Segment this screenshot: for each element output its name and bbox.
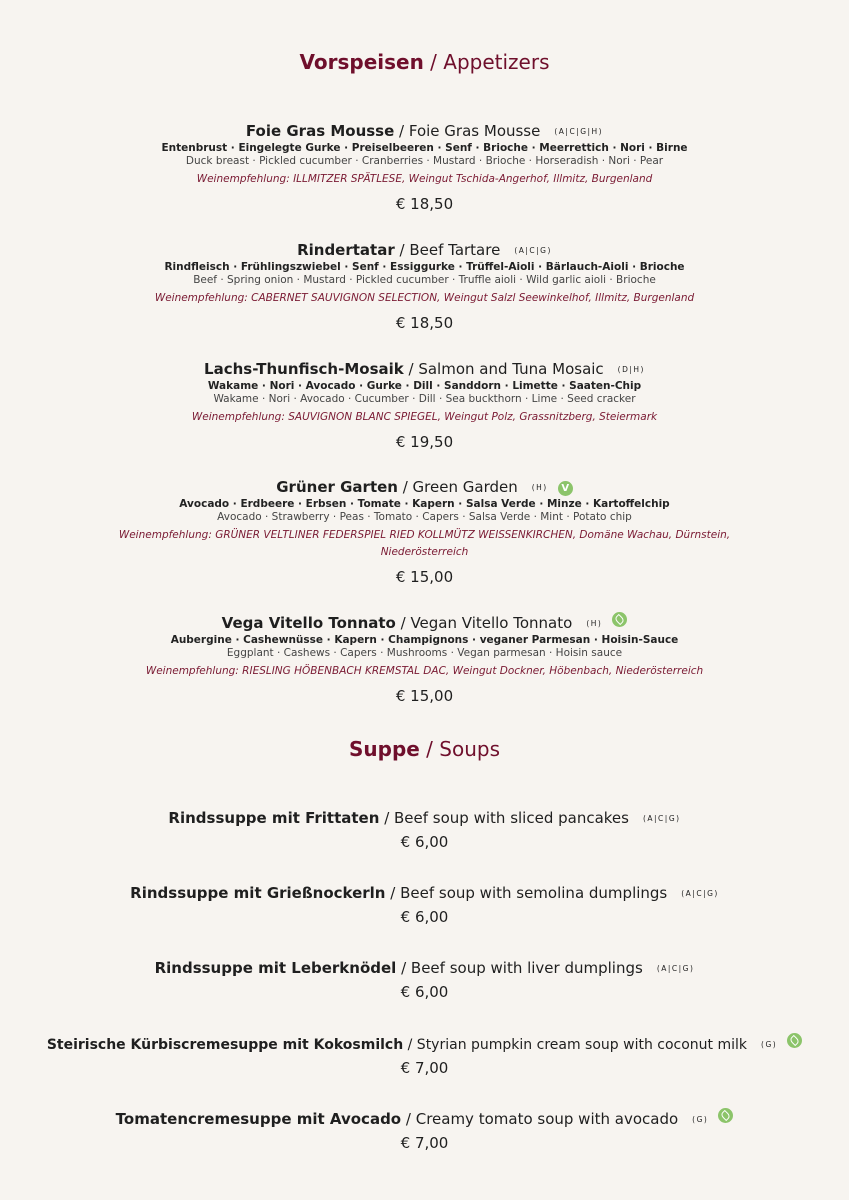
allergen-codes: (A|C|G)	[642, 814, 681, 823]
vegan-leaf-icon	[612, 612, 627, 627]
wine-recommendation: Weinempfehlung: SAUVIGNON BLANC SPIEGEL, Weingut Polz, Grassnitzberg, Steiermark	[191, 411, 658, 423]
menu-item-tomato-soup	[0, 1108, 849, 1153]
allergen-codes: (A|C|G)	[514, 246, 552, 255]
price: € 18,50	[395, 195, 454, 213]
vegetarian-icon: V	[558, 481, 573, 496]
menu-item-beef-soup-semolina	[0, 883, 849, 927]
ingredients-german: Aubergine · Cashewnüsse · Kapern · Champignons · veganer Parmesan · Hoisin-Sauce	[170, 634, 679, 646]
price: € 15,00	[395, 687, 454, 705]
menu-item-foie-gras	[0, 121, 849, 214]
ingredients-english: Duck breast · Pickled cucumber · Cranberries · Mustard · Brioche · Horseradish · Nori · Pear	[185, 155, 664, 167]
wine-recommendation: Weinempfehlung: GRÜNER VELTLINER FEDERSPIEL RIED KOLLMÜTZ WEISSENKIRCHEN, Domäne Wachau, Dürnstein, Niederösterreich	[118, 529, 731, 558]
allergen-codes: (A|C|G)	[681, 889, 719, 898]
dish-name: Rindertatar / Beef Tartare (A|C|G)	[297, 241, 552, 259]
allergen-codes: (A|C|G)	[656, 964, 695, 973]
price: € 18,50	[395, 314, 454, 332]
menu-item-beef-tartare	[0, 240, 849, 333]
ingredients-english: Beef · Spring onion · Mustard · Pickled cucumber · Truffle aioli · Wild garlic aioli · Brioche	[193, 274, 656, 286]
wine-recommendation: Weinempfehlung: RIESLING HÖBENBACH KREMSTAL DAC, Weingut Dockner, Höbenbach, Niederösterreich	[145, 665, 704, 677]
dish-name: Rindssuppe mit Leberknödel / Beef soup with liver dumplings (A|C|G)	[154, 959, 695, 977]
price: € 6,00	[400, 983, 449, 1001]
price: € 6,00	[400, 833, 449, 851]
dish-name: Foie Gras Mousse / Foie Gras Mousse (A|C|G|H)	[245, 122, 604, 140]
menu-item-salmon-tuna-mosaic	[0, 359, 849, 452]
section-title-soups: Suppe / Soups	[348, 737, 501, 761]
price: € 7,00	[400, 1059, 449, 1077]
dish-name: Rindssuppe mit Frittaten / Beef soup with sliced pancakes (A|C|G)	[168, 809, 681, 827]
ingredients-german: Avocado · Erdbeere · Erbsen · Tomate · Kapern · Salsa Verde · Minze · Kartoffelchip	[179, 498, 670, 510]
ingredients-german: Wakame · Nori · Avocado · Gurke · Dill · Sanddorn · Limette · Saaten-Chip	[207, 380, 642, 392]
allergen-codes: (H)	[586, 619, 603, 628]
price: € 7,00	[400, 1134, 449, 1152]
menu-item-beef-soup-liver	[0, 958, 849, 1002]
ingredients-german: Entenbrust · Eingelegte Gurke · Preiselbeeren · Senf · Brioche · Meerrettich · Nori · Birne	[161, 142, 688, 154]
dish-name: Grüner Garten / Green Garden (H) V	[0, 477, 849, 498]
allergen-codes: (G)	[761, 1040, 778, 1049]
allergen-codes: (H)	[531, 483, 548, 492]
menu-item-pumpkin-soup	[0, 1033, 849, 1078]
allergen-codes: (D|H)	[617, 365, 645, 374]
price: € 19,50	[395, 433, 454, 451]
ingredients-english: Eggplant · Cashews · Capers · Mushrooms · Vegan parmesan · Hoisin sauce	[226, 647, 623, 659]
price: € 6,00	[400, 908, 449, 926]
section-title-appetizers: Vorspeisen / Appetizers	[299, 50, 550, 74]
ingredients-english: Avocado · Strawberry · Peas · Tomato · Capers · Salsa Verde · Mint · Potato chip	[217, 511, 632, 523]
menu-item-green-garden	[0, 477, 849, 587]
menu-item-vegan-vitello-tonnato	[0, 612, 849, 706]
allergen-codes: (A|C|G|H)	[554, 127, 604, 136]
dish-name: Rindssuppe mit Grießnockerln / Beef soup with semolina dumplings (A|C|G)	[130, 884, 719, 902]
dish-name: Tomatencremesuppe mit Avocado / Creamy tomato soup with avocado (G)	[0, 1108, 849, 1130]
dish-name: Lachs-Thunfisch-Mosaik / Salmon and Tuna Mosaic (D|H)	[204, 360, 645, 378]
menu-item-beef-soup-pancakes	[0, 808, 849, 852]
wine-recommendation: Weinempfehlung: CABERNET SAUVIGNON SELECTION, Weingut Salzl Seewinkelhof, Illmitz, Burgenland	[154, 292, 695, 304]
wine-recommendation: Weinempfehlung: ILLMITZER SPÄTLESE, Weingut Tschida-Angerhof, Illmitz, Burgenland	[196, 173, 653, 185]
ingredients-german: Rindfleisch · Frühlingszwiebel · Senf · Essiggurke · Trüffel-Aioli · Bärlauch-Aioli · Brioche	[164, 261, 685, 273]
price: € 15,00	[395, 568, 454, 586]
allergen-codes: (G)	[692, 1115, 709, 1124]
vegan-leaf-icon	[787, 1033, 802, 1048]
dish-name: Steirische Kürbiscremesuppe mit Kokosmilch / Styrian pumpkin cream soup with coconut milk (G)	[0, 1033, 849, 1055]
ingredients-english: Wakame · Nori · Avocado · Cucumber · Dill · Sea buckthorn · Lime · Seed cracker	[213, 393, 636, 405]
dish-name: Vega Vitello Tonnato / Vegan Vitello Tonnato (H)	[0, 612, 849, 634]
vegan-leaf-icon	[718, 1108, 733, 1123]
